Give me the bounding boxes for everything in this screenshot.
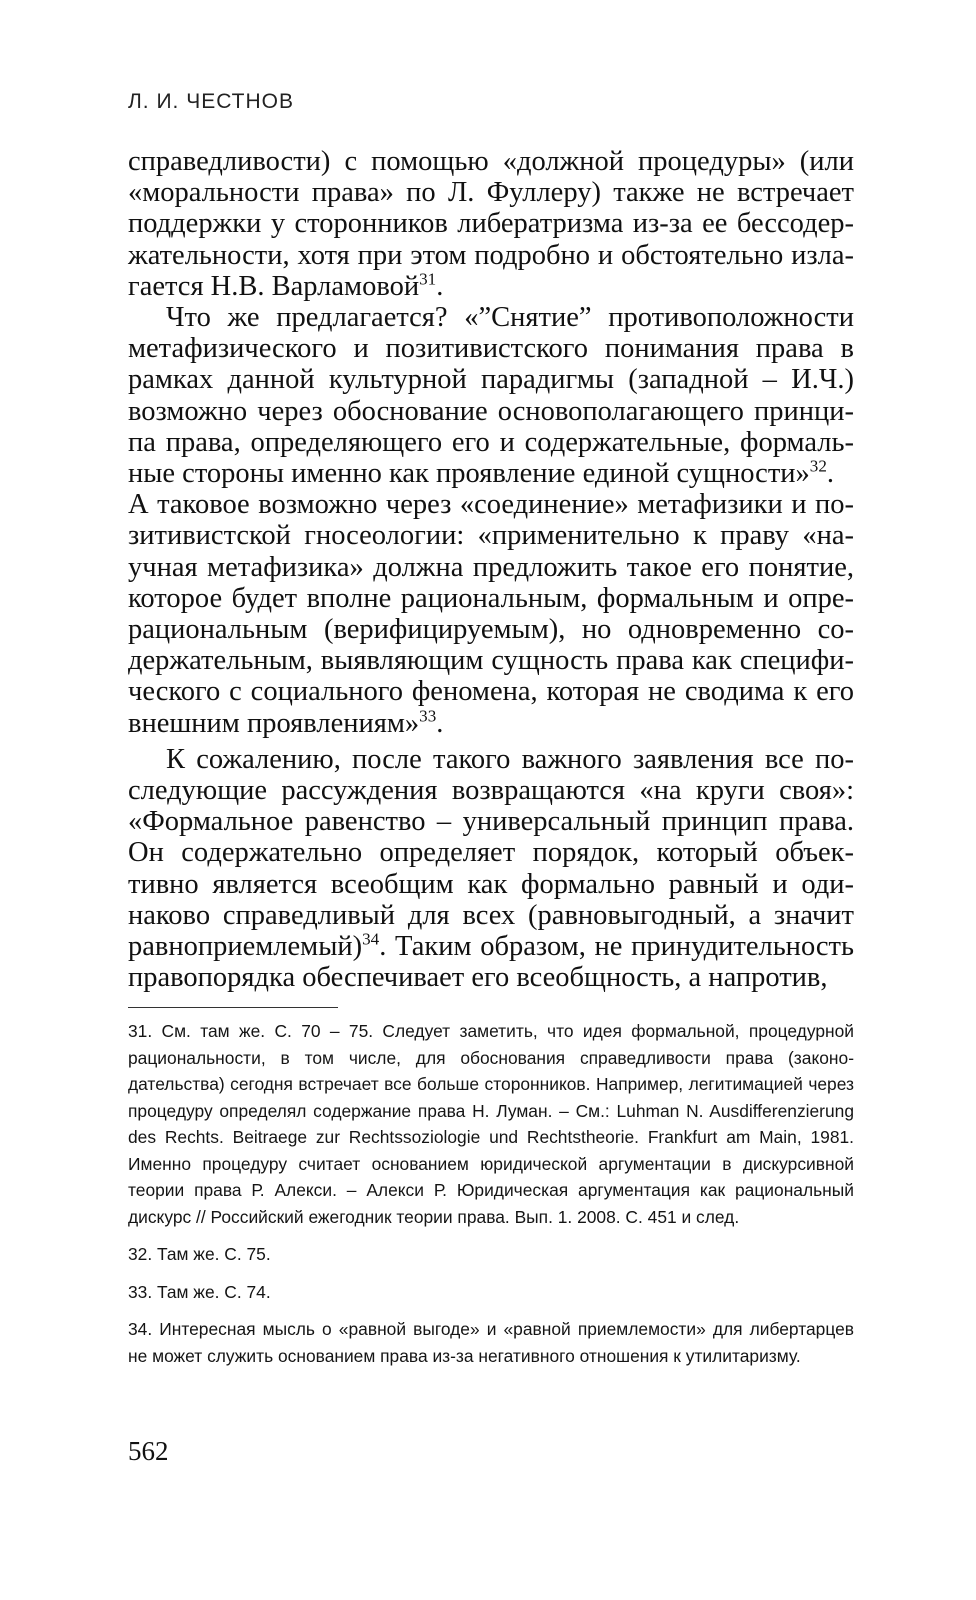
footnote-ref-31[interactable]: 31: [419, 269, 437, 289]
main-text: [128, 146, 854, 993]
paragraph-4: [128, 744, 854, 994]
paragraph-1-text: справедливости) с помощью «должной процедуры» (или «моральности права» по Л. Фуллеру) также не встречает поддержки у сторонников либератризма из-за ее бессодержательности, хотя при этом подробно и обстоятельно излагается Н.В. Варламовой: [128, 146, 854, 302]
paragraph-2-period: .: [826, 458, 834, 490]
paragraph-2: [128, 302, 854, 489]
footnote-separator: [128, 1007, 338, 1008]
paragraph-4-text: К сожалению, после такого важного заявления все последующие рассуждения возвращаются «на круги своя»: «Формальное равенство – универсальный принцип права. Он содержательно определяет порядок, который объективно является всеобщим как формально равный и одинаково справедливый для всех (равновыгодный, а значит равноприемлемый): [128, 743, 854, 963]
paragraph-4-continuation: . Таким образом, не принудительность правопорядка обеспечивает его всеобщность, а напротив,: [128, 931, 854, 994]
footnote-ref-32[interactable]: 32: [809, 456, 827, 476]
footnote-33: 33. Там же. С. 74.: [128, 1281, 271, 1302]
footnote-32: 32. Там же. С. 75.: [128, 1244, 271, 1264]
footnote-ref-33[interactable]: 33: [419, 706, 437, 726]
paragraph-2-text: Что же предлагается? «”Снятие” противоположности метафизического и позитивистского понимания права в рамках данной культурной парадигмы (западной – И.Ч.) возможно через обоснование основополагающего принципа права, определяющего его и содержательные, формальные стороны именно как проявление единой сущности»: [128, 302, 854, 490]
paragraph-3-text: А таковое возможно через «соединение» метафизики и позитивистской гносеологии: «применительно к праву «научная метафизика» должна предложить такое его понятие, которое будет вполне рациональным, формальным и опрерациональным (верифицируемым), но одновременно содержательным, выявляющим сущность права как специфического с социального феномена, которая не сводима к его внешним проявлениям»: [128, 489, 854, 739]
page-number: 562: [128, 1436, 169, 1466]
footnote-31: 31. См. там же. С. 70 – 75. Следует заметить, что идея формальной, процедурной рациональности, в том числе, для обоснования справедливости права (законодательства) сегодня встречает все больше сторонников. Например, легитимацией через процедуру определял содержание права Н. Луман. – См.: Luhman N. Ausdifferenzierung des Rechts. Beitraege zur Rechtssoziologie und Rechtstheorie. Frankfurt am Main, 1981. Именно процедуру считает основанием юридической аргументации в дискурсивной теории права Р. Алекси. – Алекси Р. Юридическая аргументация как рациональный дискурс // Российский ежегодник теории права. Вып. 1. 2008. С. 451 и след.: [128, 1021, 854, 1227]
paragraph-3-period: .: [436, 707, 444, 739]
footnote-ref-34[interactable]: 34: [362, 929, 380, 949]
running-head: Л. И. ЧЕСТНОВ: [128, 90, 295, 113]
footnotes: [128, 1018, 854, 1380]
paragraph-3: [128, 489, 854, 739]
footnote-34: 34. Интересная мысль о «равной выгоде» и «равной приемлемости» для либертарцев не может служить основанием права из-за негативного отношения к утилитаризму.: [128, 1319, 854, 1366]
paragraph-1: [128, 146, 854, 302]
paragraph-1-period: .: [436, 270, 444, 302]
